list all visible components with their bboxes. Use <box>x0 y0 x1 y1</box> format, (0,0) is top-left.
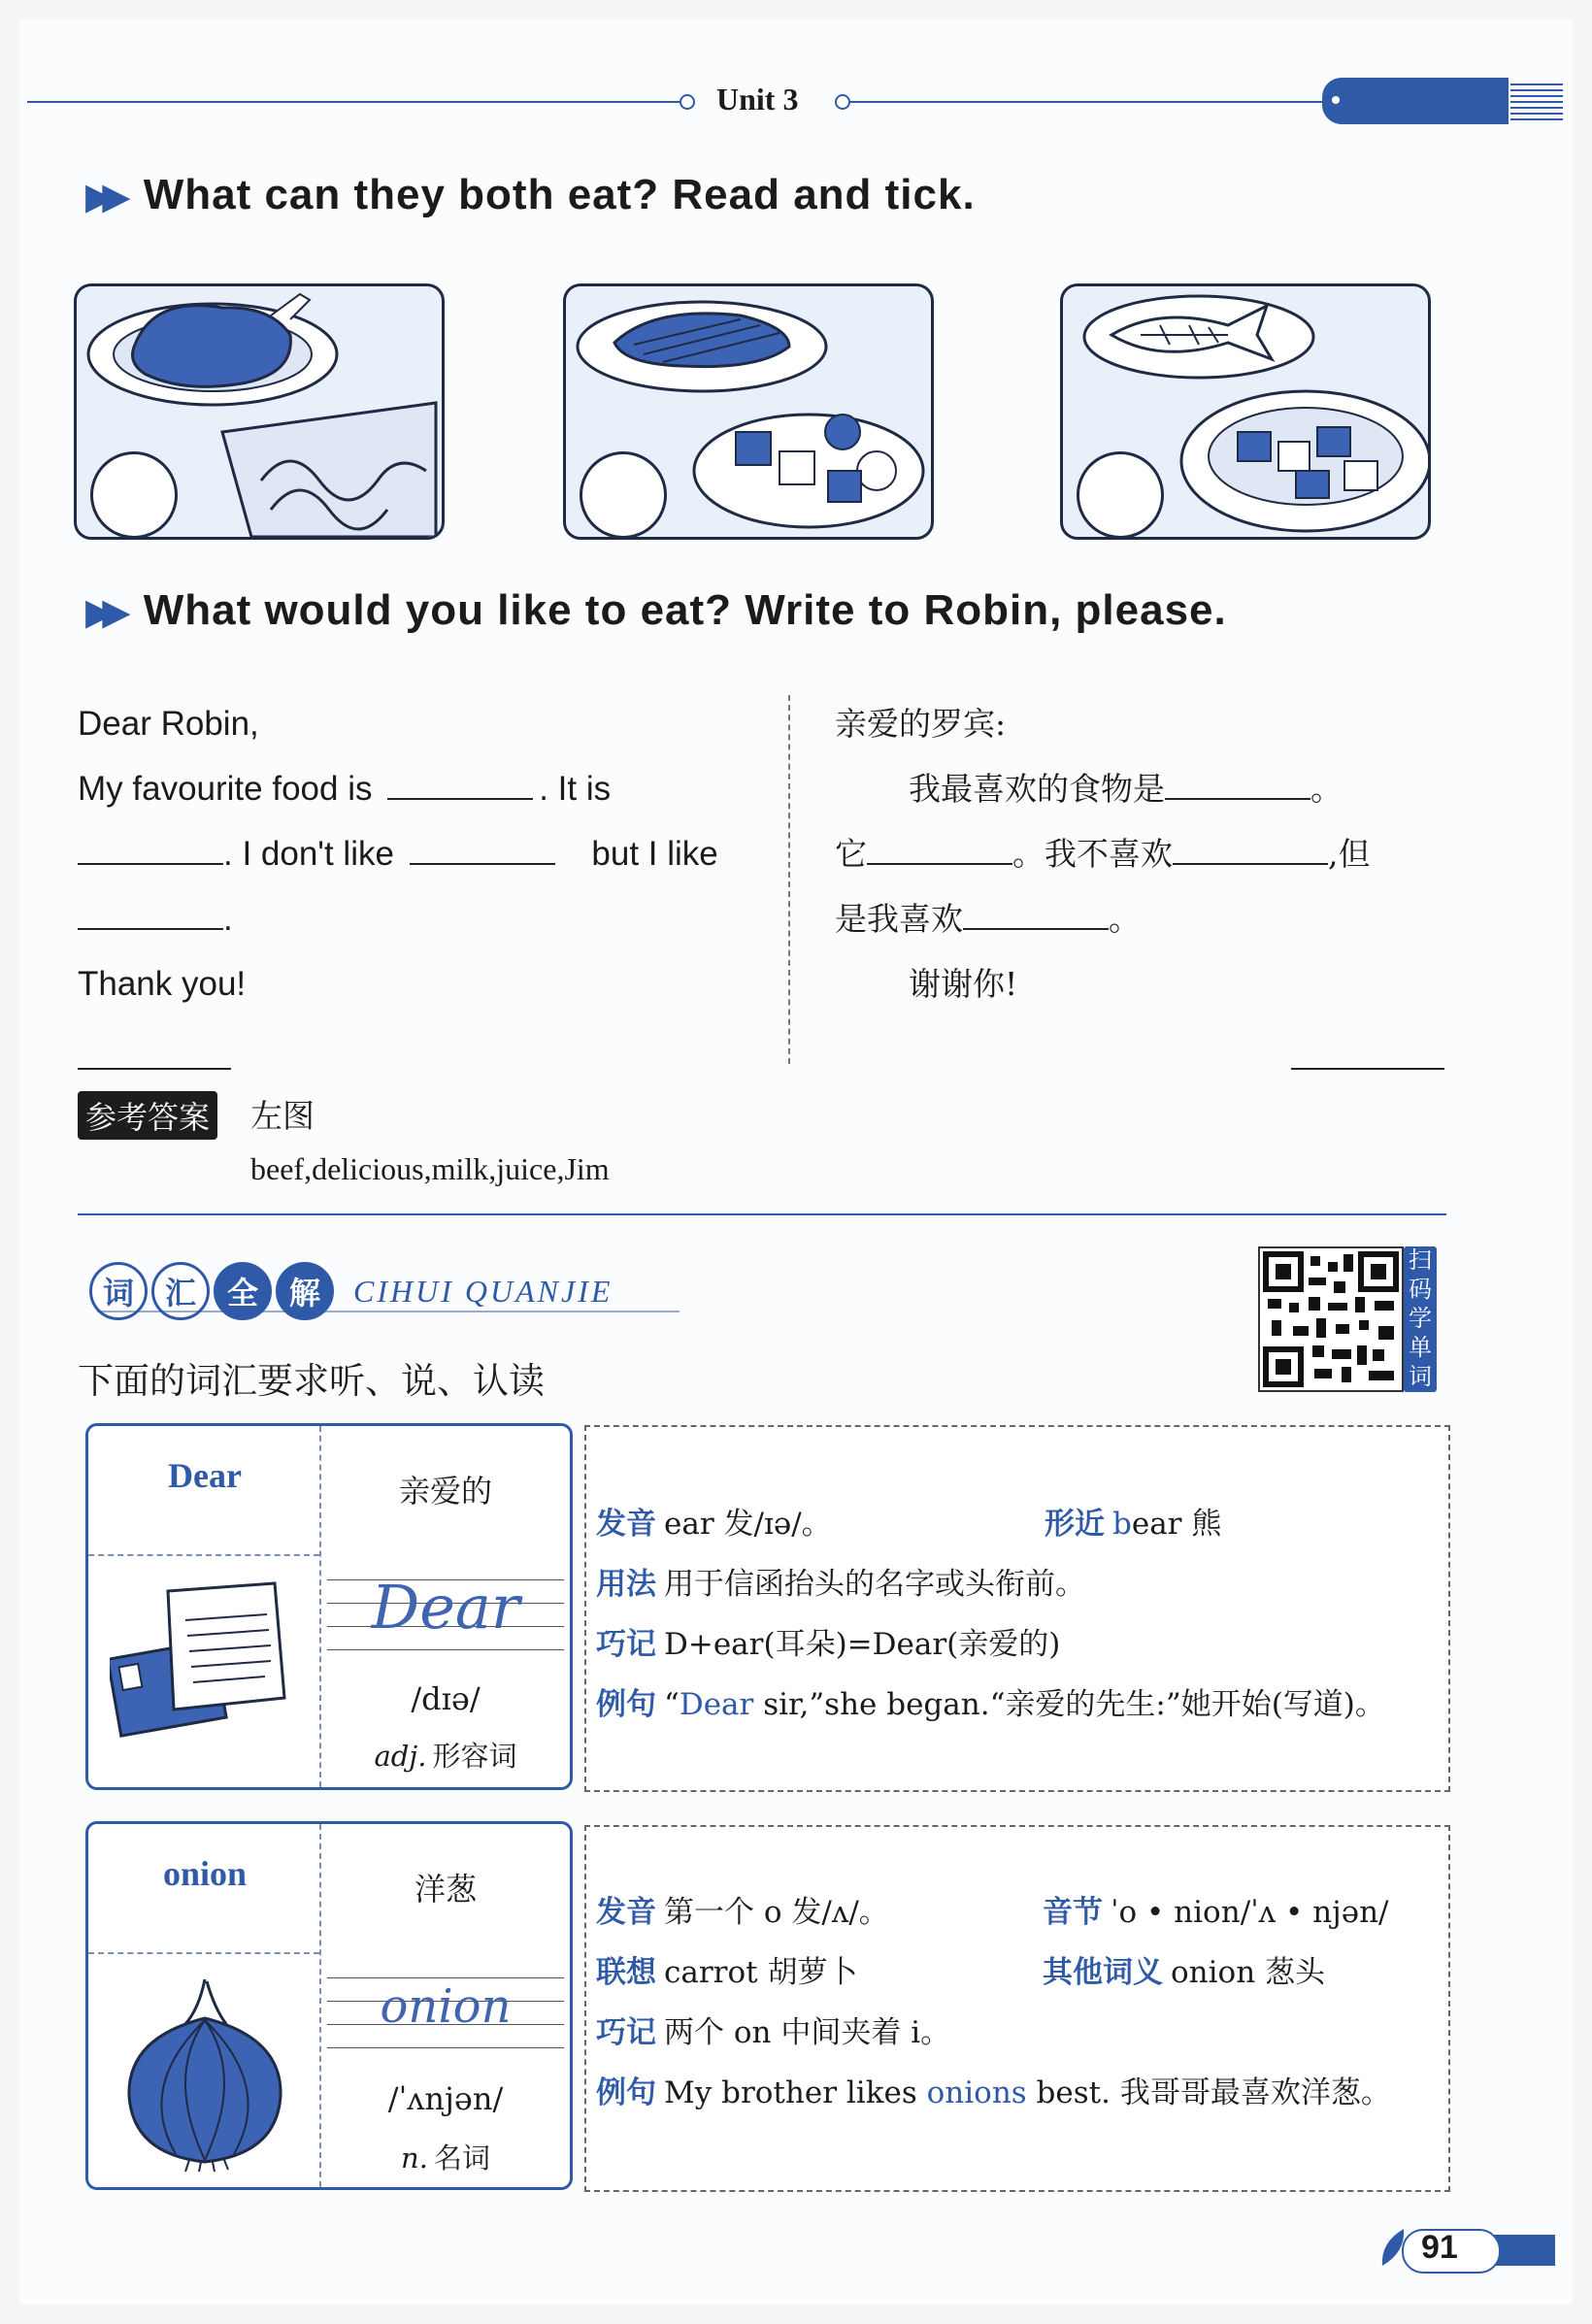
qr-label-char: 词 <box>1409 1364 1432 1390</box>
note-text: best. 我哥哥最喜欢洋葱。 <box>1026 2075 1391 2110</box>
blank-dislike[interactable] <box>410 836 555 865</box>
note-key: 例句 <box>596 1687 656 1722</box>
qr-label-char: 单 <box>1409 1335 1432 1361</box>
blank-zh-taste[interactable] <box>867 836 1012 865</box>
card-word: Dear <box>168 1456 242 1495</box>
letter-zh-greeting: 亲爱的罗宾: <box>835 705 1007 743</box>
note-text: D+ear(耳朵)=Dear(亲爱的) <box>664 1627 1061 1662</box>
qr-label-char: 码 <box>1409 1277 1432 1303</box>
signature-line-zh[interactable] <box>1291 1068 1444 1070</box>
note-highlight: onions <box>926 2075 1027 2110</box>
letter-zh-text: 它 <box>835 835 867 873</box>
section1-title-text: What can they both eat? Read and tick. <box>143 171 976 218</box>
letter-text: . It is <box>539 770 612 808</box>
leaf-icon <box>1378 2223 1408 2272</box>
answer-tag: 参考答案 <box>78 1091 217 1140</box>
header-rule-left <box>27 101 680 103</box>
card-ipa: /dɪə/ <box>411 1680 481 1717</box>
note-syllable <box>1043 1887 1389 1931</box>
letter-envelope-illustration <box>110 1581 304 1746</box>
vocab-intro: 下面的词汇要求听、说、认读 <box>78 1360 545 1402</box>
note-key: 巧记 <box>596 1627 656 1662</box>
vocab-title-char: 汇 <box>151 1262 210 1320</box>
note-association <box>596 1947 857 1991</box>
letter-text: My favourite food is <box>78 770 373 808</box>
section2-title <box>85 586 1227 635</box>
letter-zh-closing: 谢谢你! <box>909 965 1018 1003</box>
letter-zh-line-3 <box>835 886 1456 951</box>
card-meaning: 洋葱 <box>414 1871 477 1908</box>
note-pronunciation <box>596 1499 832 1543</box>
note-text: onion 葱头 <box>1171 1955 1326 1990</box>
card-pos <box>321 1735 570 1775</box>
note-text: My brother likes <box>664 2075 927 2110</box>
header-tab-dot <box>1332 96 1340 104</box>
tick-circle-2[interactable] <box>580 451 667 539</box>
note-text: 两个 on 中间夹着 i。 <box>664 2015 951 2050</box>
header-dot-left <box>680 94 695 110</box>
letter-zh-text: 我最喜欢的食物是 <box>909 770 1165 808</box>
qr-code-icon[interactable] <box>1258 1246 1404 1392</box>
blank-like[interactable] <box>78 901 223 930</box>
note-text: 用于信函抬头的名字或头衔前。 <box>664 1567 1085 1602</box>
note-other-meaning <box>1043 1947 1325 1991</box>
letter-zh-line-2 <box>835 821 1456 886</box>
letter-zh-text: 。 <box>1109 900 1141 938</box>
onion-illustration <box>117 1970 292 2174</box>
note-key: 联想 <box>596 1955 656 1990</box>
signature-line-en[interactable] <box>78 1068 231 1070</box>
letter-zh-text: 是我喜欢 <box>835 900 963 938</box>
header-tab <box>1322 78 1509 124</box>
note-pronunciation <box>596 1887 889 1931</box>
letter-line-1 <box>78 756 757 821</box>
section1-title <box>85 171 976 219</box>
letter-greeting: Dear Robin, <box>78 705 259 743</box>
note-highlight: Dear <box>679 1687 754 1722</box>
blank-zh-food[interactable] <box>1165 771 1310 800</box>
note-key: 发音 <box>596 1895 656 1930</box>
letter-line-2 <box>78 821 757 886</box>
card-divider <box>88 1554 319 1556</box>
note-text: sir,”she began.“亲爱的先生:”她开始(写道)。 <box>753 1687 1385 1722</box>
letter-zh-text: 。我不喜欢 <box>1012 835 1173 873</box>
notes-onion <box>584 1825 1450 2192</box>
pos-abbr: adj. <box>374 1740 427 1773</box>
note-key: 形近 <box>1045 1507 1105 1542</box>
answer-line-1: 左图 <box>250 1097 315 1135</box>
food-image-beef <box>563 283 934 540</box>
qr-label-char: 扫 <box>1409 1247 1432 1274</box>
food-image-fish <box>1060 283 1431 540</box>
blank-zh-dislike[interactable] <box>1173 836 1328 865</box>
header-rule-right <box>848 101 1324 103</box>
page-number: 91 <box>1421 2229 1458 2266</box>
note-similar <box>1045 1499 1221 1543</box>
vocab-title-char: 全 <box>214 1262 272 1320</box>
header-stripes <box>1510 83 1563 120</box>
vocab-title-pinyin: CIHUI QUANJIE <box>353 1273 614 1309</box>
handwriting-text: onion <box>380 1979 512 2034</box>
card-divider <box>88 1952 319 1954</box>
blank-zh-like[interactable] <box>963 901 1109 930</box>
note-text: carrot 胡萝卜 <box>664 1955 858 1990</box>
section-divider <box>78 1213 1446 1215</box>
tick-circle-3[interactable] <box>1077 451 1164 539</box>
letter-zh-line-1 <box>835 756 1456 821</box>
blank-taste[interactable] <box>78 836 223 865</box>
qr-label-char: 学 <box>1409 1306 1432 1332</box>
card-handwriting <box>321 1960 570 2057</box>
vocab-title-char: 词 <box>89 1262 148 1320</box>
letter-chinese <box>835 691 1456 1016</box>
note-example <box>596 2068 1391 2111</box>
vocab-title-underline <box>97 1311 680 1312</box>
vocab-title-char: 解 <box>276 1262 334 1320</box>
food-image-chicken <box>74 283 445 540</box>
handwriting-text: Dear <box>371 1572 520 1643</box>
note-key: 巧记 <box>596 2015 656 2050</box>
pos-abbr: n. <box>401 2141 428 2175</box>
notes-dear <box>584 1425 1450 1792</box>
card-word: onion <box>162 1854 248 1893</box>
card-handwriting <box>321 1562 570 1659</box>
unit-title: Unit 3 <box>716 82 799 116</box>
note-highlight: b <box>1112 1507 1132 1542</box>
letter-zh-text: 。 <box>1310 770 1343 808</box>
pos-zh: 形容词 <box>432 1740 517 1773</box>
note-key: 发音 <box>596 1507 656 1542</box>
letter-zh-text: ,但 <box>1328 835 1371 873</box>
qr-code-graphic <box>1260 1248 1402 1390</box>
note-memo <box>596 1619 1060 1663</box>
note-key: 用法 <box>596 1567 656 1602</box>
vocab-card-dear <box>85 1423 573 1790</box>
letter-line-3 <box>78 886 757 951</box>
card-pos <box>321 2137 570 2176</box>
note-key: 例句 <box>596 2075 656 2110</box>
qr-label <box>1404 1246 1437 1392</box>
note-usage <box>596 1559 1085 1603</box>
card-meaning: 亲爱的 <box>398 1473 492 1510</box>
letter-text: . <box>223 900 233 938</box>
letter-text: . I don't like <box>223 835 394 873</box>
note-text: ˈo • nion/ˈʌ • njən/ <box>1111 1895 1389 1930</box>
section2-title-text: What would you like to eat? Write to Robin, please. <box>143 586 1227 634</box>
pos-zh: 名词 <box>433 2141 490 2175</box>
note-text: 第一个 o 发/ʌ/。 <box>664 1895 889 1930</box>
answer-line-2: beef,delicious,milk,juice,Jim <box>250 1151 610 1186</box>
note-text: “ <box>664 1687 680 1722</box>
double-arrow-icon: ▶▶ <box>85 177 119 217</box>
note-example <box>596 1679 1385 1723</box>
letter-divider <box>788 695 790 1064</box>
note-key: 其他词义 <box>1043 1955 1163 1990</box>
note-key: 音节 <box>1043 1895 1103 1930</box>
note-text: ear 熊 <box>1131 1507 1222 1542</box>
blank-favourite-food[interactable] <box>387 771 533 800</box>
letter-english <box>78 691 757 1016</box>
note-text: ear 发/ɪə/。 <box>664 1507 832 1542</box>
letter-text: but I like <box>591 835 718 873</box>
tick-circle-1[interactable] <box>90 451 178 539</box>
vocab-title <box>89 1260 613 1322</box>
letter-closing: Thank you! <box>78 965 247 1003</box>
double-arrow-icon: ▶▶ <box>85 592 119 633</box>
note-memo <box>596 2008 950 2051</box>
vocab-card-onion <box>85 1821 573 2190</box>
card-ipa: /ˈʌnjən/ <box>387 2080 504 2117</box>
